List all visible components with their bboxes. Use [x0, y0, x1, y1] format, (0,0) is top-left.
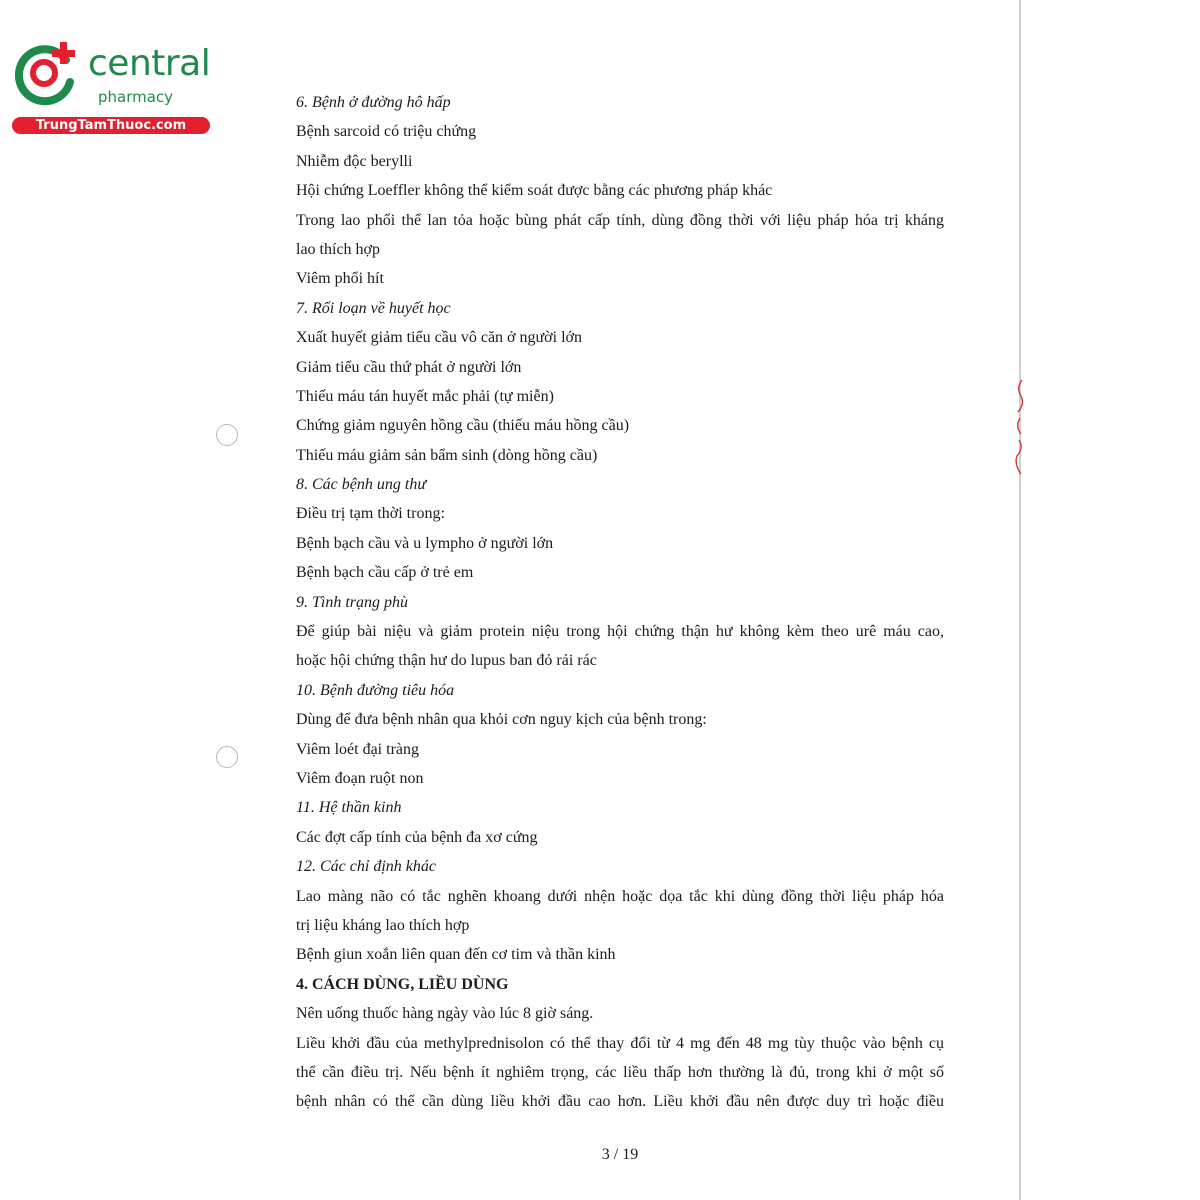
text-line: thể cần điều trị. Nếu bệnh ít nghiêm trọng, các liều thấp hơn thường là đủ, trong khi ở một số	[296, 1063, 944, 1081]
text-line: Lao màng não có tắc nghẽn khoang dưới nhện hoặc dọa tắc khi dùng đồng thời liệu pháp hóa	[296, 887, 944, 905]
text-line: bệnh nhân có thể cần dùng liều khởi đầu cao hơn. Liều khởi đầu nên được duy trì hoặc điều	[296, 1093, 944, 1111]
text-line: trị liệu kháng lao thích hợp	[296, 916, 470, 934]
text-line: lao thích hợp	[296, 240, 380, 258]
section-heading: 11. Hệ thần kinh	[296, 799, 402, 817]
text-line: Bệnh giun xoắn liên quan đến cơ tim và thần kinh	[296, 946, 616, 964]
logo-name: central	[88, 43, 211, 84]
page-number: 3 / 19	[601, 1146, 639, 1163]
section-heading: 10. Bệnh đường tiêu hóa	[296, 681, 455, 699]
text-line: Thiếu máu giảm sản bẩm sinh (dòng hồng cầu)	[296, 446, 598, 464]
text-line: Để giúp bài niệu và giảm protein niệu trong hội chứng thận hư không kèm theo urê máu cao,	[296, 623, 944, 641]
chapter-heading: 4. CÁCH DÙNG, LIỀU DÙNG	[296, 975, 509, 993]
text-line: Xuất huyết giảm tiểu cầu vô căn ở người lớn	[296, 329, 582, 347]
section-heading: 7. Rối loạn về huyết học	[296, 299, 451, 317]
section-heading: 6. Bệnh ở đường hô hấp	[296, 94, 451, 111]
punch-hole-icon	[216, 746, 238, 768]
punch-hole-icon	[216, 424, 238, 446]
text-line: Trong lao phổi thể lan tỏa hoặc bùng phát cấp tính, dùng đồng thời với liệu pháp hóa trị kháng	[296, 211, 944, 229]
text-line: Viêm loét đại tràng	[296, 740, 419, 758]
text-line: Các đợt cấp tính của bệnh đa xơ cứng	[296, 828, 538, 846]
text-line: Liều khởi đầu của methylprednisolon có thể thay đổi từ 4 mg đến 48 mg tùy thuộc vào bệnh cụ	[296, 1034, 944, 1052]
logo-subtitle: pharmacy	[98, 88, 174, 106]
central-pharmacy-logo	[10, 38, 215, 138]
text-line: Viêm đoạn ruột non	[296, 769, 424, 787]
text-line: Bệnh sarcoid có triệu chứng	[296, 123, 477, 141]
text-line: hoặc hội chứng thận hư do lupus ban đỏ rải rác	[296, 652, 597, 670]
section-heading: 9. Tình trạng phù	[296, 593, 409, 611]
text-line: Bệnh bạch cầu cấp ở trẻ em	[296, 564, 474, 582]
text-line: Viêm phổi hít	[296, 270, 384, 288]
text-line: Điều trị tạm thời trong:	[296, 505, 445, 523]
page-edge-line	[1019, 0, 1021, 1200]
section-heading: 12. Các chỉ định khác	[296, 858, 436, 876]
pharmacy-cross-icon	[10, 38, 80, 108]
text-line: Dùng để đưa bệnh nhân qua khỏi cơn nguy kịch của bệnh trong:	[296, 711, 707, 729]
text-line: Nên uống thuốc hàng ngày vào lúc 8 giờ sáng.	[296, 1005, 594, 1023]
text-line: Bệnh bạch cầu và u lympho ở người lớn	[296, 534, 554, 552]
logo-banner: TrungTamThuoc.com	[12, 117, 210, 134]
section-heading: 8. Các bệnh ung thư	[296, 476, 427, 494]
red-stamp-mark	[1012, 378, 1026, 478]
text-line: Giảm tiểu cầu thứ phát ở người lớn	[296, 358, 522, 376]
text-line: Hội chứng Loeffler không thể kiểm soát được bằng các phương pháp khác	[296, 182, 773, 200]
text-line: Chứng giảm nguyên hồng cầu (thiếu máu hồng cầu)	[296, 417, 630, 435]
text-line: Nhiễm độc berylli	[296, 152, 413, 170]
text-line: Thiếu máu tán huyết mắc phải (tự miễn)	[296, 387, 554, 405]
document-body	[296, 88, 944, 1117]
